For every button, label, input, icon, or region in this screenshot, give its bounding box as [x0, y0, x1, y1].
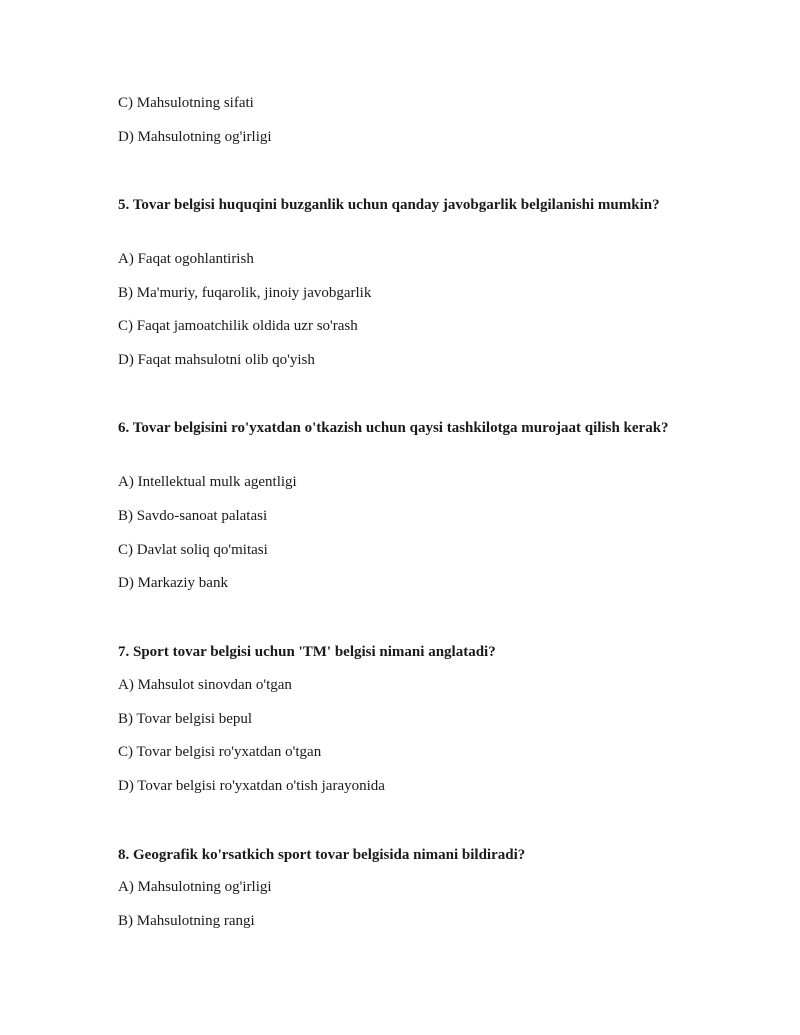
question-5-option-d: D) Faqat mahsulotni olib qo'yish [118, 352, 315, 368]
option-d-previous: D) Mahsulotning og'irligi [118, 129, 272, 145]
question-5-option-b: B) Ma'muriy, fuqarolik, jinoiy javobgarlik [118, 285, 372, 301]
question-6-option-d: D) Markaziy bank [118, 575, 228, 591]
question-8-option-a: A) Mahsulotning og'irligi [118, 879, 272, 895]
option-c-previous: C) Mahsulotning sifati [118, 95, 254, 111]
question-7-option-d: D) Tovar belgisi ro'yxatdan o'tish jarayonida [118, 778, 385, 794]
question-6-option-c: C) Davlat soliq qo'mitasi [118, 542, 268, 558]
question-6-option-b: B) Savdo-sanoat palatasi [118, 508, 268, 524]
question-5-option-c: C) Faqat jamoatchilik oldida uzr so'rash [118, 318, 358, 334]
question-8-option-b: B) Mahsulotning rangi [118, 913, 255, 929]
question-7-option-a: A) Mahsulot sinovdan o'tgan [118, 677, 292, 693]
question-7-option-b: B) Tovar belgisi bepul [118, 711, 253, 727]
question-8: 8. Geografik ko'rsatkich sport tovar belgisida nimani bildiradi? [118, 847, 526, 863]
question-6-option-a: A) Intellektual mulk agentligi [118, 474, 297, 490]
question-7-option-c: C) Tovar belgisi ro'yxatdan o'tgan [118, 744, 322, 760]
question-7: 7. Sport tovar belgisi uchun 'TM' belgisi nimani anglatadi? [118, 644, 496, 660]
question-6: 6. Tovar belgisini ro'yxatdan o'tkazish uchun qaysi tashkilotga murojaat qilish kerak? [118, 420, 669, 436]
question-5-option-a: A) Faqat ogohlantirish [118, 251, 254, 267]
question-5: 5. Tovar belgisi huquqini buzganlik uchun qanday javobgarlik belgilanishi mumkin? [118, 197, 660, 213]
